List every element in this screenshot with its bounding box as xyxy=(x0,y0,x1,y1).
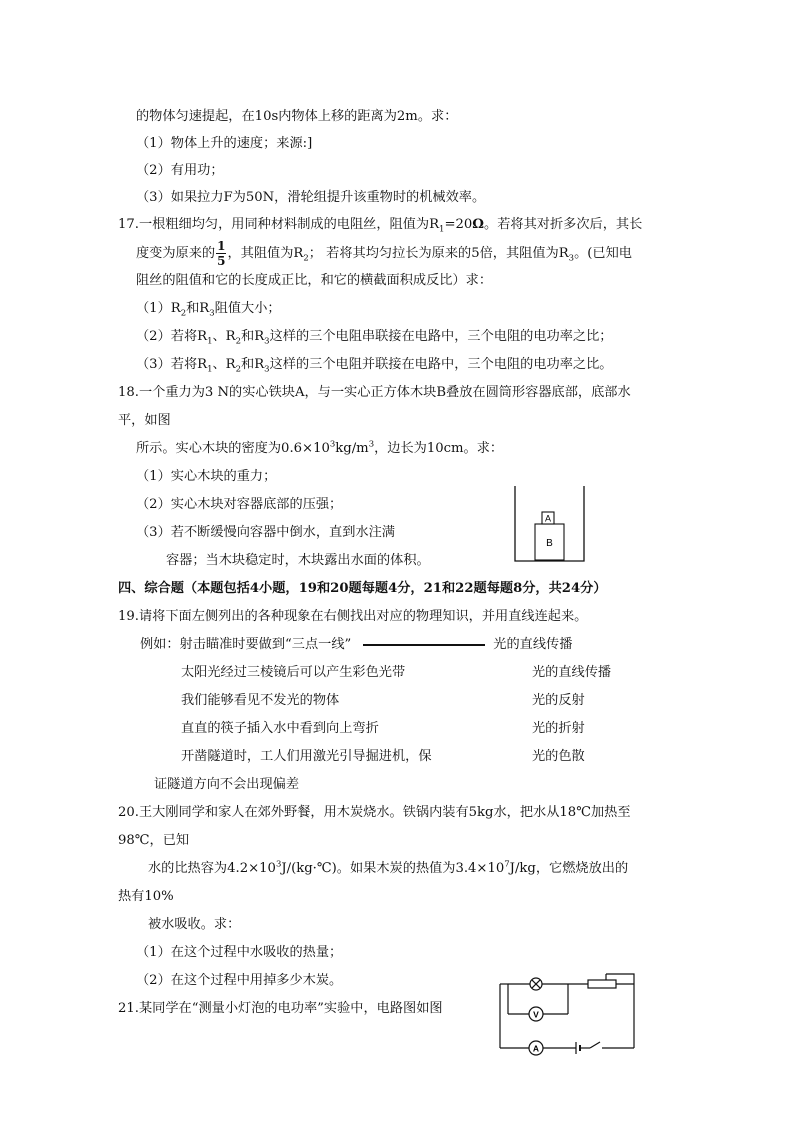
q19-right-4: 光的色散 xyxy=(532,749,585,764)
q18-text: 所示。实心木块的密度为0.6×10 xyxy=(136,441,330,456)
subscript: 2 xyxy=(235,364,242,375)
voltmeter-label: V xyxy=(533,1009,539,1020)
q20-line2: 98℃，已知 xyxy=(118,833,190,848)
q20-line4: 热有10% xyxy=(118,889,174,904)
superscript: 3 xyxy=(329,439,336,450)
q17-text: 和R xyxy=(241,357,265,372)
q18-sub1: （1）实心木块的重力； xyxy=(136,469,277,484)
superscript: 3 xyxy=(368,439,375,450)
subscript: 3 xyxy=(209,308,215,319)
q16-sub2: （2）有用功； xyxy=(136,163,224,178)
q17-text: （2）若将R xyxy=(136,329,208,344)
q17-text: ； 若将其均匀拉长为原来的5倍，其阻值为R xyxy=(308,246,569,261)
ammeter-label: A xyxy=(532,1043,540,1054)
section-heading: 四、综合题（本题包括4小题，19和20题每题4分，21和22题每题8分，共24分） xyxy=(118,581,607,596)
q18-text: kg/m xyxy=(335,441,369,456)
rheostat xyxy=(588,980,616,988)
subscript: 2 xyxy=(235,336,242,347)
q17-sub3 xyxy=(136,357,613,375)
q17-text: 和R xyxy=(186,301,210,316)
switch-icon xyxy=(590,1042,600,1048)
q17-line3: 阻丝的阻值和它的长度成正比，和它的横截面积成反比）求： xyxy=(136,273,493,288)
q20-text: J/kg，它燃烧放出的 xyxy=(509,861,629,876)
q19-left-3: 直直的筷子插入水中看到向上弯折 xyxy=(181,721,379,736)
example-right: 光的直线传播 xyxy=(493,637,573,652)
label-b: B xyxy=(546,538,553,549)
q17-text: 阻值大小； xyxy=(214,301,281,316)
q18-line3 xyxy=(136,439,504,456)
q17-text: 、R xyxy=(212,357,236,372)
q19-left-2: 我们能够看见不发光的物体 xyxy=(181,693,340,708)
q18-sub3-cont: 容器；当木块稳定时，木块露出水面的体积。 xyxy=(166,553,430,568)
q19-right-3: 光的折射 xyxy=(532,721,585,736)
q20-line5: 被水吸收。求： xyxy=(148,917,241,932)
q17-text: 。若将其对折多次后，其长 xyxy=(484,217,643,232)
superscript: 7 xyxy=(504,859,510,870)
q16-sub1: （1）物体上升的速度；来源:] xyxy=(136,136,313,151)
example-left: 例如：射击瞄准时要做到“三点一线” xyxy=(140,637,352,652)
example-connector-line xyxy=(363,644,485,646)
container-figure xyxy=(510,484,590,564)
subscript: 3 xyxy=(264,364,270,375)
q17-text: 度变为原来的 xyxy=(136,246,216,261)
subscript: 3 xyxy=(264,336,270,347)
q17-text: =20 xyxy=(444,217,473,232)
subscript: 2 xyxy=(180,308,187,319)
label-a: A xyxy=(544,513,552,524)
q17-text: 这样的三个电阻串联接在电路中，三个电阻的电功率之比； xyxy=(269,329,613,344)
q18-line1: 18.一个重力为3 N的实心铁块A，与一实心正方体木块B叠放在圆筒形容器底部，底部水 xyxy=(118,385,631,400)
fraction-one-fifth xyxy=(216,240,226,267)
q19-line1: 19.请将下面左侧列出的各种现象在右侧找出对应的物理知识，并用直线连起来。 xyxy=(118,609,588,624)
fraction-denominator: 5 xyxy=(217,254,226,268)
q20-line3 xyxy=(148,859,629,876)
subscript: 1 xyxy=(207,364,213,375)
q20-text: J/(kg·℃)。如果木炭的热值为3.4×10 xyxy=(281,861,505,876)
fraction-numerator: 1 xyxy=(217,239,226,253)
superscript: 3 xyxy=(275,859,282,870)
q19-right-1: 光的直线传播 xyxy=(532,665,612,680)
q18-sub3: （3）若不断缓慢向容器中倒水，直到水注满 xyxy=(136,525,395,540)
q19-right-2: 光的反射 xyxy=(532,693,585,708)
q19-left-1: 太阳光经过三棱镜后可以产生彩色光带 xyxy=(181,665,406,680)
q18-line2: 平，如图 xyxy=(118,413,171,428)
q17-sub2 xyxy=(136,329,613,347)
subscript: 2 xyxy=(303,253,309,264)
q16-sub3: （3）如果拉力F为50N，滑轮组提升该重物时的机械效率。 xyxy=(136,190,486,205)
q17-text: （3）若将R xyxy=(136,357,208,372)
q17-line1 xyxy=(118,217,643,235)
q19-example xyxy=(140,638,572,651)
q20-text: 水的比热容为4.2×10 xyxy=(148,861,276,876)
ohm-symbol: Ω xyxy=(472,217,485,232)
q20-sub2: （2）在这个过程中用掉多少木炭。 xyxy=(136,973,343,988)
q17-text: ，其阻值为R xyxy=(227,246,304,261)
subscript: 1 xyxy=(207,336,213,347)
q18-sub2: （2）实心木块对容器底部的压强； xyxy=(136,497,343,512)
q21-line1: 21.某同学在“测量小灯泡的电功率”实验中，电路图如图 xyxy=(118,1001,443,1016)
q19-left-4: 开凿隧道时，工人们用激光引导掘进机，保 xyxy=(181,749,432,764)
q17-text: （1）R xyxy=(136,301,181,316)
q20-sub1: （1）在这个过程中水吸收的热量； xyxy=(136,945,343,960)
subscript: 1 xyxy=(439,224,445,235)
q18-text: ，边长为10cm。求： xyxy=(374,441,504,456)
circuit-diagram xyxy=(496,972,642,1056)
q17-text: 、R xyxy=(212,329,236,344)
q17-line2 xyxy=(136,240,632,268)
q17-sub1 xyxy=(136,301,281,319)
q17-text: 和R xyxy=(241,329,265,344)
q20-line1: 20.王大刚同学和家人在郊外野餐，用木炭烧水。铁锅内装有5kg水，把水从18℃加热至 xyxy=(118,805,631,820)
q17-text: 这样的三个电阻并联接在电路中，三个电阻的电功率之比。 xyxy=(269,357,613,372)
subscript: 3 xyxy=(568,253,575,264)
q16-continuation: 的物体匀速提起，在10s内物体上移的距离为2m。求： xyxy=(136,109,458,124)
q17-text: 。(已知电 xyxy=(574,246,632,261)
q17-text: 17.一根粗细均匀，用同种材料制成的电阻丝，阻值为R xyxy=(118,217,440,232)
q19-left-4-cont: 证隧道方向不会出现偏差 xyxy=(154,777,300,792)
